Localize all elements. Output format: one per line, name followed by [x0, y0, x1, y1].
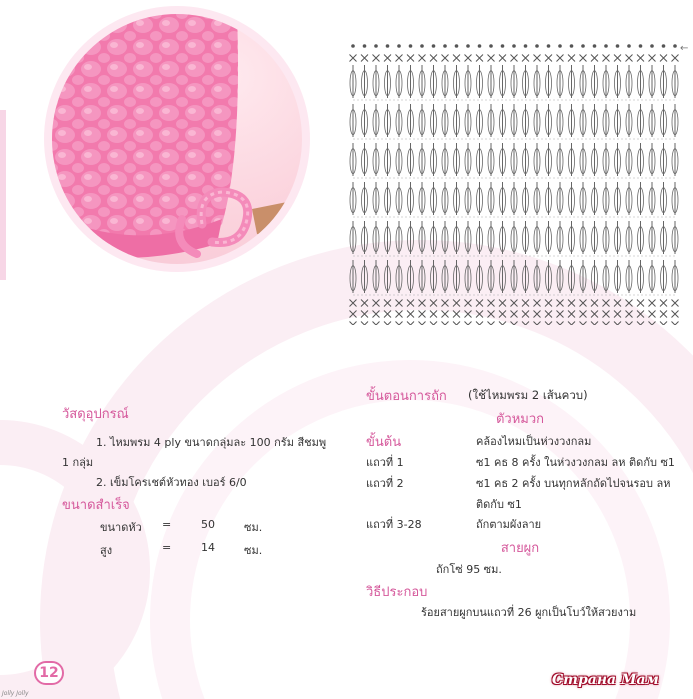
chain-dot [397, 44, 401, 48]
steps-heading-note: (ใช้ไหมพรม 2 เส้นควบ) [468, 388, 588, 402]
chain-dot [432, 44, 436, 48]
single-crochet-mark [453, 300, 460, 307]
single-crochet-mark [442, 55, 449, 62]
crochet-chart [345, 40, 680, 325]
chain-dot [547, 44, 551, 48]
hat-photo-frame [44, 6, 310, 272]
single-crochet-mark [430, 300, 437, 307]
start-text: คล้องไหมเป็นห่วงวงกลม [476, 435, 592, 448]
single-crochet-mark [522, 322, 529, 326]
single-crochet-mark [430, 311, 437, 318]
single-crochet-mark [522, 55, 529, 62]
single-crochet-mark [488, 55, 495, 62]
single-crochet-mark [361, 55, 368, 62]
single-crochet-mark [430, 322, 437, 326]
single-crochet-mark [614, 300, 621, 307]
chain-dot [478, 44, 482, 48]
size-height-unit: ซม. [244, 544, 263, 557]
single-crochet-mark [476, 322, 483, 326]
single-crochet-mark [350, 300, 357, 307]
single-crochet-mark [442, 322, 449, 326]
single-crochet-mark [545, 311, 552, 318]
single-crochet-mark [430, 55, 437, 62]
single-crochet-mark [580, 322, 587, 326]
row-1-text: ซ1 คธ 8 ครั้ง ในห่วงวงกลม ลห ติดกับ ซ1 [476, 456, 675, 469]
single-crochet-mark [511, 55, 518, 62]
chain-dot [363, 44, 367, 48]
chain-dot [420, 44, 424, 48]
row-2-text-cont: ติดกับ ซ1 [476, 498, 522, 511]
single-crochet-mark [419, 311, 426, 318]
single-crochet-mark [603, 300, 610, 307]
single-crochet-mark [603, 311, 610, 318]
single-crochet-mark [396, 322, 403, 326]
chain-dot [489, 44, 493, 48]
chain-dot [409, 44, 413, 48]
single-crochet-mark [557, 55, 564, 62]
single-crochet-mark [649, 322, 656, 326]
single-crochet-mark [350, 311, 357, 318]
single-crochet-mark [419, 322, 426, 326]
single-crochet-mark [591, 55, 598, 62]
single-crochet-mark [499, 300, 506, 307]
strap-title: สายผูก [500, 541, 540, 556]
single-crochet-mark [465, 55, 472, 62]
watermark: Страна Мам [552, 672, 659, 688]
chain-dot [501, 44, 505, 48]
single-crochet-mark [660, 311, 667, 318]
single-crochet-mark [626, 300, 633, 307]
row-3-28-text: ถักตามผังลาย [476, 518, 542, 531]
size-head-eq: = [162, 518, 172, 531]
single-crochet-mark [476, 311, 483, 318]
chain-dot [581, 44, 585, 48]
single-crochet-mark [568, 311, 575, 318]
single-crochet-mark [672, 322, 679, 326]
chain-dot [616, 44, 620, 48]
single-crochet-mark [361, 300, 368, 307]
single-crochet-mark [545, 322, 552, 326]
single-crochet-mark [476, 300, 483, 307]
chain-dot [627, 44, 631, 48]
single-crochet-mark [626, 55, 633, 62]
single-crochet-mark [396, 300, 403, 307]
page-number: 12 [34, 661, 64, 685]
single-crochet-mark [384, 311, 391, 318]
single-crochet-mark [407, 322, 414, 326]
single-crochet-mark [511, 322, 518, 326]
single-crochet-mark [545, 55, 552, 62]
size-head-unit: ซม. [244, 521, 263, 534]
chain-dot [535, 44, 539, 48]
single-crochet-mark [591, 311, 598, 318]
single-crochet-mark [637, 300, 644, 307]
single-crochet-mark [626, 311, 633, 318]
single-crochet-mark [568, 55, 575, 62]
single-crochet-mark [672, 311, 679, 318]
chain-dot [455, 44, 459, 48]
single-crochet-mark [384, 322, 391, 326]
single-crochet-mark [453, 55, 460, 62]
single-crochet-mark [488, 311, 495, 318]
single-crochet-mark [557, 300, 564, 307]
single-crochet-mark [626, 322, 633, 326]
hat-photo [52, 14, 302, 264]
single-crochet-mark [511, 311, 518, 318]
single-crochet-mark [419, 300, 426, 307]
decorative-stripe [0, 110, 6, 280]
single-crochet-mark [442, 300, 449, 307]
single-crochet-mark [453, 322, 460, 326]
single-crochet-mark [568, 300, 575, 307]
chain-dot [524, 44, 528, 48]
size-height-label: สูง [100, 544, 113, 557]
chain-dot [662, 44, 666, 48]
hat-illustration [52, 14, 302, 264]
single-crochet-mark [557, 322, 564, 326]
single-crochet-mark [580, 55, 587, 62]
single-crochet-mark [465, 311, 472, 318]
single-crochet-mark [499, 55, 506, 62]
row-2-label: แถวที่ 2 [366, 477, 404, 490]
single-crochet-mark [384, 300, 391, 307]
single-crochet-mark [534, 311, 541, 318]
chain-dot [558, 44, 562, 48]
start-label: ขั้นต้น [366, 435, 402, 450]
row-3-28-label: แถวที่ 3-28 [366, 518, 422, 531]
size-height-value: 14 [201, 541, 215, 554]
chain-dot [570, 44, 574, 48]
single-crochet-mark [534, 300, 541, 307]
single-crochet-mark [465, 322, 472, 326]
single-crochet-mark [637, 322, 644, 326]
row-1-label: แถวที่ 1 [366, 456, 404, 469]
assembly-text: ร้อยสายผูกบนแถวที่ 26 ผูกเป็นโบว์ให้สวยงาม [421, 606, 637, 619]
single-crochet-mark [350, 55, 357, 62]
single-crochet-mark [672, 300, 679, 307]
single-crochet-mark [442, 311, 449, 318]
single-crochet-mark [649, 311, 656, 318]
single-crochet-mark [614, 55, 621, 62]
single-crochet-mark [637, 311, 644, 318]
single-crochet-mark [373, 300, 380, 307]
single-crochet-mark [534, 55, 541, 62]
single-crochet-mark [419, 55, 426, 62]
single-crochet-mark [649, 55, 656, 62]
single-crochet-mark [660, 55, 667, 62]
steps-heading: ขั้นตอนการถัก [366, 389, 447, 404]
single-crochet-mark [407, 311, 414, 318]
single-crochet-mark [614, 311, 621, 318]
single-crochet-mark [591, 322, 598, 326]
single-crochet-mark [361, 311, 368, 318]
row-2-text: ซ1 คธ 2 ครั้ง บนทุกหลักถัดไปจนรอบ ลห [476, 477, 671, 490]
single-crochet-mark [603, 55, 610, 62]
single-crochet-mark [476, 55, 483, 62]
row-start-arrow: ← [680, 43, 689, 54]
chain-dot [512, 44, 516, 48]
single-crochet-mark [511, 300, 518, 307]
single-crochet-mark [672, 55, 679, 62]
single-crochet-mark [373, 322, 380, 326]
single-crochet-mark [568, 322, 575, 326]
single-crochet-mark [660, 322, 667, 326]
chain-dot [593, 44, 597, 48]
single-crochet-mark [453, 311, 460, 318]
single-crochet-mark [580, 311, 587, 318]
single-crochet-mark [407, 55, 414, 62]
brand-label: Jolly Jolly [2, 690, 29, 697]
single-crochet-mark [361, 322, 368, 326]
single-crochet-mark [465, 300, 472, 307]
single-crochet-mark [488, 300, 495, 307]
assembly-heading: วิธีประกอบ [366, 585, 428, 600]
chain-dot [374, 44, 378, 48]
chain-dot [673, 44, 677, 48]
materials-item-1: 1. ไหมพรม 4 ply ขนาดกลุ่มละ 100 กรัม สีชมพู [96, 436, 327, 449]
chain-dot [386, 44, 390, 48]
single-crochet-mark [373, 55, 380, 62]
materials-heading: วัสดุอุปกรณ์ [62, 407, 129, 422]
single-crochet-mark [545, 300, 552, 307]
single-crochet-mark [373, 311, 380, 318]
single-crochet-mark [557, 311, 564, 318]
single-crochet-mark [384, 55, 391, 62]
single-crochet-mark [614, 322, 621, 326]
hat-section-title: ตัวหมวก [495, 412, 545, 427]
chain-dot [639, 44, 643, 48]
single-crochet-mark [534, 322, 541, 326]
size-heading: ขนาดสำเร็จ [62, 498, 130, 513]
single-crochet-mark [580, 300, 587, 307]
single-crochet-mark [637, 55, 644, 62]
single-crochet-mark [649, 300, 656, 307]
single-crochet-mark [522, 300, 529, 307]
single-crochet-mark [499, 311, 506, 318]
chain-dot [466, 44, 470, 48]
single-crochet-mark [499, 322, 506, 326]
chain-dot [351, 44, 355, 48]
chain-dot [650, 44, 654, 48]
single-crochet-mark [522, 311, 529, 318]
materials-item-1-cont: 1 กลุ่ม [62, 456, 94, 469]
single-crochet-mark [660, 300, 667, 307]
single-crochet-mark [407, 300, 414, 307]
size-head-label: ขนาดหัว [100, 521, 142, 534]
materials-item-2: 2. เข็มโครเชต์หัวทอง เบอร์ 6/0 [96, 476, 247, 489]
size-head-value: 50 [201, 518, 215, 531]
chain-dot [604, 44, 608, 48]
single-crochet-mark [591, 300, 598, 307]
single-crochet-mark [350, 322, 357, 326]
single-crochet-mark [488, 322, 495, 326]
size-height-eq: = [162, 541, 172, 554]
single-crochet-mark [396, 311, 403, 318]
strap-text: ถักโซ่ 95 ซม. [436, 563, 502, 576]
single-crochet-mark [603, 322, 610, 326]
single-crochet-mark [396, 55, 403, 62]
chain-dot [443, 44, 447, 48]
